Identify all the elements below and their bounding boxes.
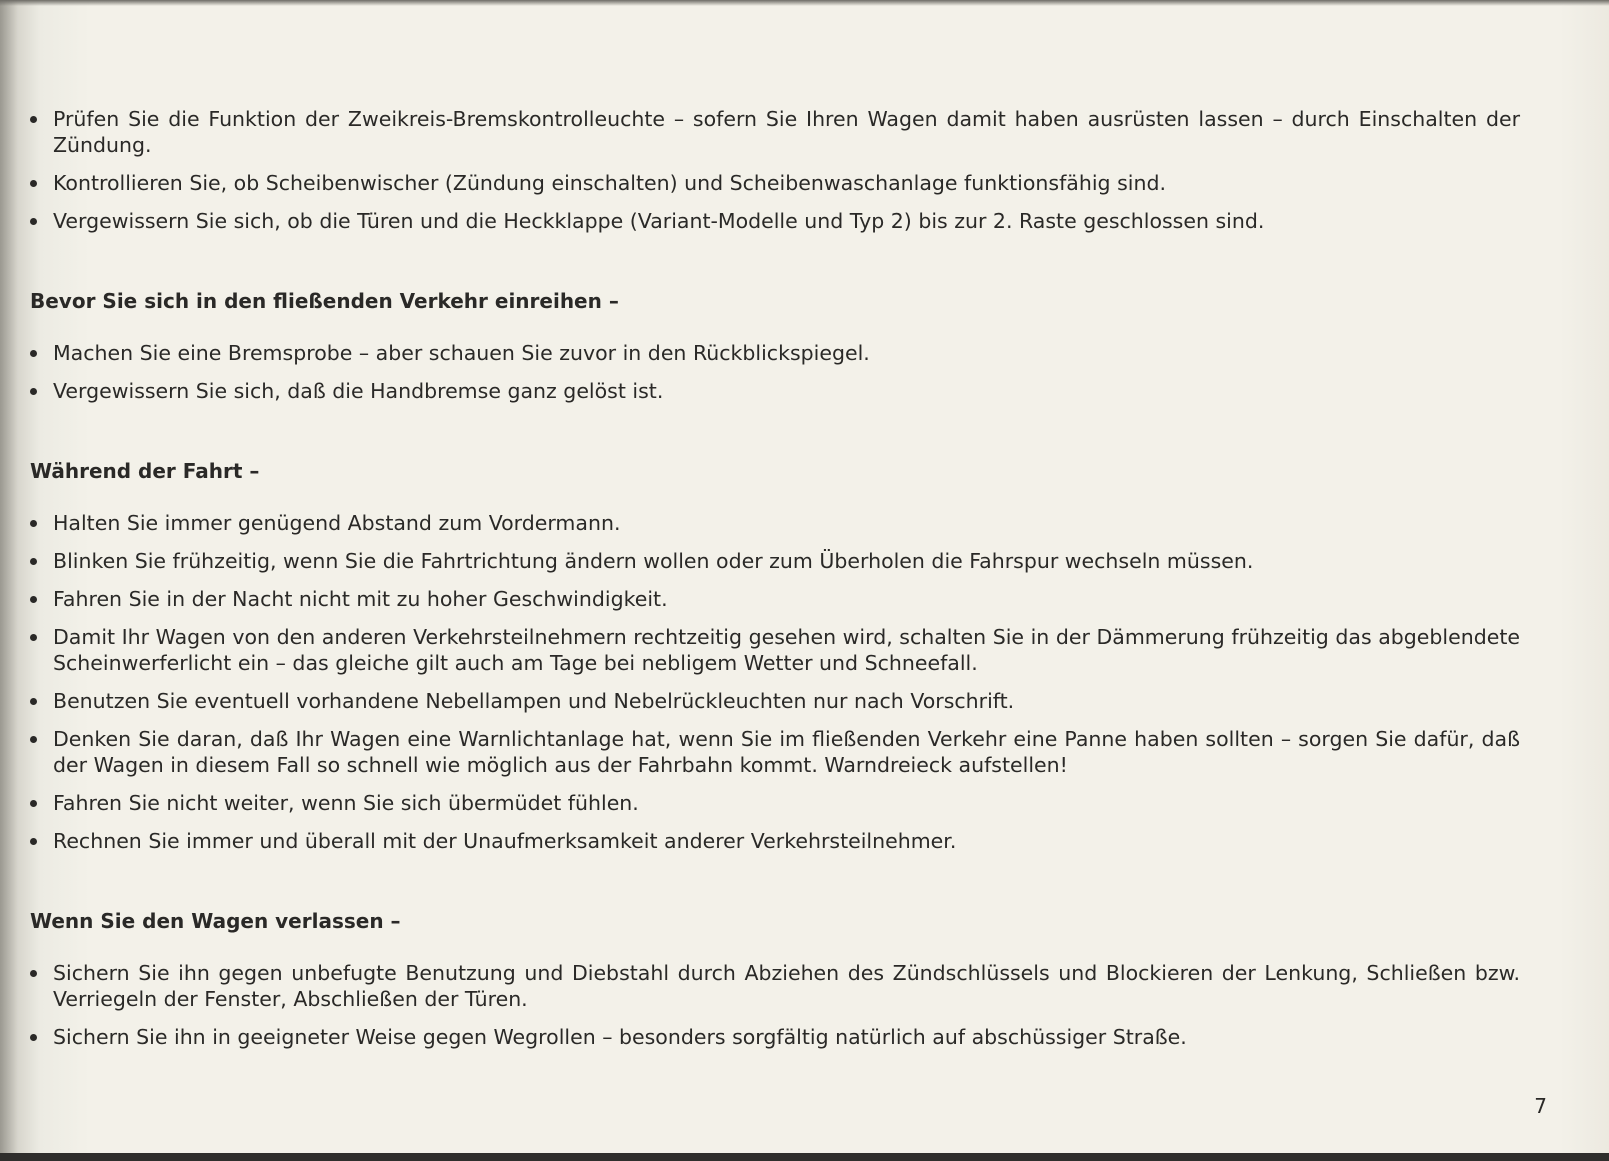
- list-item-text: Blinken Sie frühzeitig, wenn Sie die Fahrtrichtung ändern wollen oder zum Überholen die Fahrspur wechseln müssen.: [53, 549, 1254, 573]
- list-item: [30, 208, 1520, 234]
- before-driving-list: [30, 340, 1520, 404]
- list-item-text: Fahren Sie in der Nacht nicht mit zu hoher Geschwindigkeit.: [53, 587, 668, 611]
- bullet-icon: [30, 596, 37, 603]
- list-item: [30, 106, 1520, 158]
- list-item-text: Vergewissern Sie sich, daß die Handbremse ganz gelöst ist.: [53, 379, 664, 403]
- list-item-text: Machen Sie eine Bremsprobe – aber schauen Sie zuvor in den Rückblickspiegel.: [53, 341, 870, 365]
- list-item: [30, 960, 1520, 1012]
- bullet-icon: [30, 736, 37, 743]
- list-item: [30, 790, 1520, 816]
- list-item-text: Kontrollieren Sie, ob Scheibenwischer (Zündung einschalten) und Scheibenwaschanlage funktionsfähig sind.: [53, 171, 1166, 195]
- list-item-text: Rechnen Sie immer und überall mit der Unaufmerksamkeit anderer Verkehrsteilnehmer.: [53, 829, 957, 853]
- spacer: [30, 416, 1520, 458]
- bullet-icon: [30, 116, 37, 123]
- page-number: 7: [1534, 1094, 1547, 1118]
- section-heading-before-driving: Bevor Sie sich in den fließenden Verkehr einreihen –: [30, 289, 619, 313]
- list-item: [30, 586, 1520, 612]
- page-bottom-edge: [0, 1153, 1609, 1161]
- list-item: [30, 548, 1520, 574]
- bullet-icon: [30, 1034, 37, 1041]
- bullet-icon: [30, 350, 37, 357]
- bullet-icon: [30, 800, 37, 807]
- list-item: [30, 1024, 1520, 1050]
- leaving-car-list: [30, 960, 1520, 1050]
- bullet-icon: [30, 634, 37, 641]
- list-item: [30, 688, 1520, 714]
- list-item-text: Denken Sie daran, daß Ihr Wagen eine Warnlichtanlage hat, wenn Sie im fließenden Verkehr eine Panne haben sollten – sorgen Sie dafür, daß der Wagen in diesem Fall so schnell wie möglich aus der Fahrbahn kommt. Warndreieck aufstellen!: [53, 727, 1520, 777]
- list-item: [30, 828, 1520, 854]
- page-top-edge: [0, 0, 1609, 6]
- list-item-text: Damit Ihr Wagen von den anderen Verkehrsteilnehmern rechtzeitig gesehen wird, schalten Sie in der Dämmerung frühzeitig das abgeblendete Scheinwerferlicht ein – das gleiche gilt auch am Tage bei nebligem Wetter und Schneefall.: [53, 625, 1520, 675]
- spacer: [30, 484, 1520, 510]
- bullet-icon: [30, 838, 37, 845]
- list-item: [30, 170, 1520, 196]
- list-item: [30, 726, 1520, 778]
- list-item-text: Sichern Sie ihn in geeigneter Weise gegen Wegrollen – besonders sorgfältig natürlich auf abschüssiger Straße.: [53, 1025, 1187, 1049]
- list-item-text: Fahren Sie nicht weiter, wenn Sie sich übermüdet fühlen.: [53, 791, 639, 815]
- bullet-icon: [30, 520, 37, 527]
- list-item-text: Sichern Sie ihn gegen unbefugte Benutzung und Diebstahl durch Abziehen des Zündschlüssels und Blockieren der Lenkung, Schließen bzw. Verriegeln der Fenster, Abschließen der Türen.: [53, 961, 1520, 1011]
- bullet-icon: [30, 970, 37, 977]
- spacer: [30, 246, 1520, 288]
- bullet-icon: [30, 180, 37, 187]
- bullet-icon: [30, 558, 37, 565]
- while-driving-list: [30, 510, 1520, 854]
- section-heading-leaving-car: Wenn Sie den Wagen verlassen –: [30, 909, 401, 933]
- list-item: [30, 340, 1520, 366]
- section-heading-while-driving: Während der Fahrt –: [30, 459, 260, 483]
- list-item-text: Prüfen Sie die Funktion der Zweikreis-Bremskontrolleuchte – sofern Sie Ihren Wagen damit haben ausrüsten lassen – durch Einschalten der Zündung.: [53, 107, 1520, 157]
- list-item-text: Vergewissern Sie sich, ob die Türen und die Heckklappe (Variant-Modelle und Typ 2) bis zur 2. Raste geschlossen sind.: [53, 209, 1265, 233]
- list-item: [30, 510, 1520, 536]
- list-item: [30, 378, 1520, 404]
- bullet-icon: [30, 218, 37, 225]
- document-body: [30, 106, 1520, 1062]
- spacer: [30, 314, 1520, 340]
- spacer: [30, 866, 1520, 908]
- bullet-icon: [30, 388, 37, 395]
- list-item-text: Halten Sie immer genügend Abstand zum Vordermann.: [53, 511, 621, 535]
- spacer: [30, 934, 1520, 960]
- list-item-text: Benutzen Sie eventuell vorhandene Nebellampen und Nebelrückleuchten nur nach Vorschrift.: [53, 689, 1015, 713]
- bullet-icon: [30, 698, 37, 705]
- checks-list: [30, 106, 1520, 234]
- list-item: [30, 624, 1520, 676]
